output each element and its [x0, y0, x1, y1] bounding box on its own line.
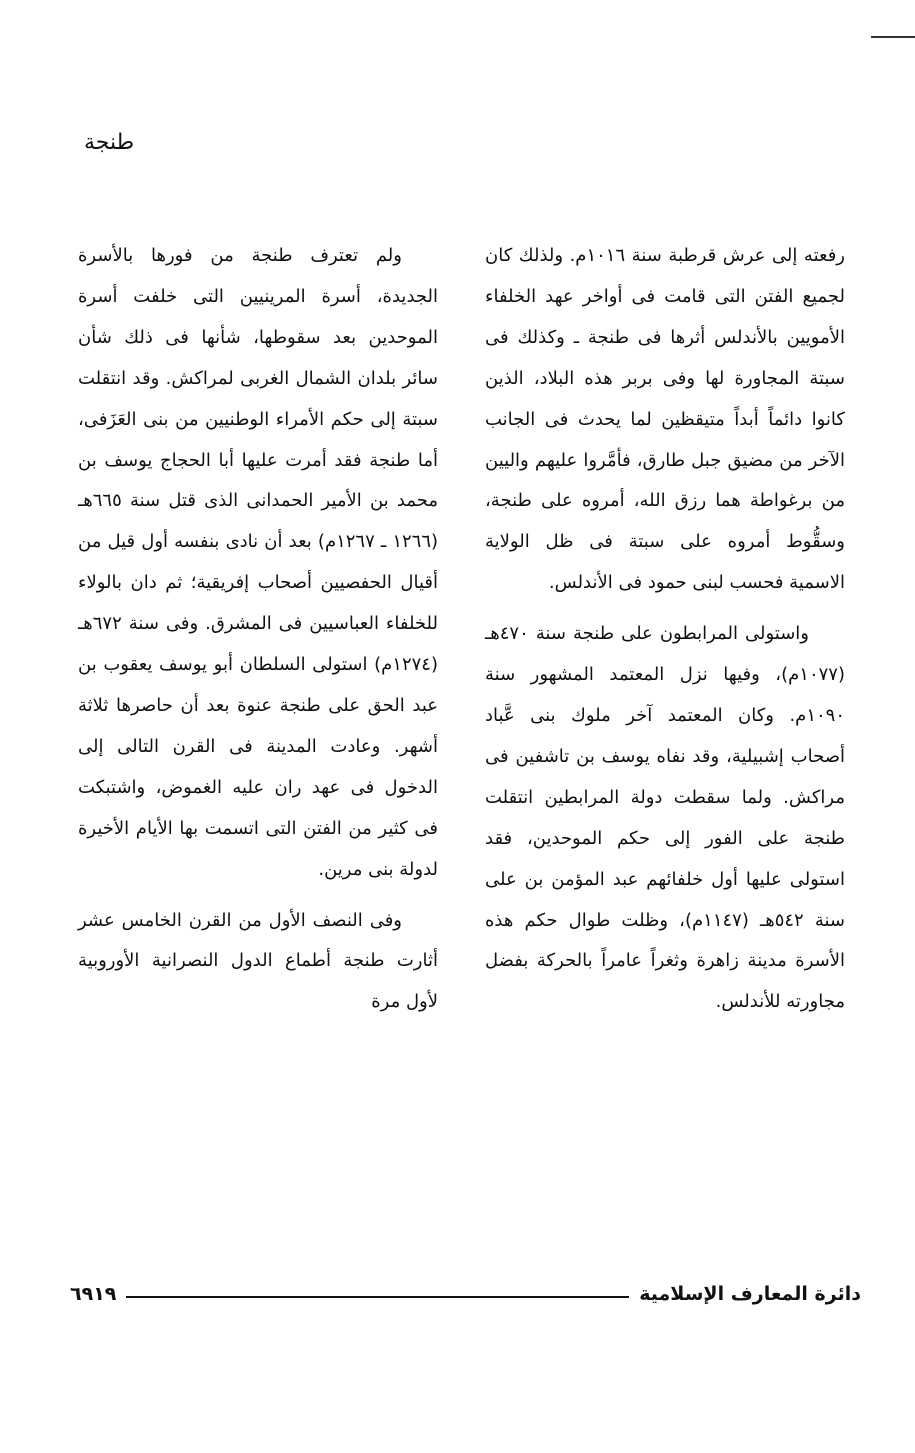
running-head-title: طنجة [84, 130, 135, 155]
footer-rule [126, 1296, 629, 1298]
paragraph-left-2: وفى النصف الأول من القرن الخامس عشر أثارت طنجة أطماع الدول النصرانية الأوروبية لأول مرة [78, 909, 438, 1013]
paragraph-right-1: رفعته إلى عرش قرطبة سنة ١٠١٦م. ولذلك كان لجميع الفتن التى قامت فى أواخر عهد الخلفاء الأمويين بالأندلس أثرها فى طنجة ـ وكذلك فى سبتة المجاورة لها وفى بربر هذه البلاد، الذين كانوا دائماً أبداً متيقظين لما يحدث فى الجانب الآخر من مضيق جبل طارق، فأمَّروا عليهم واليين من برغواطة هما رزق الله، أمروه على طنجة، وسقُّوط أمروه على سبتة فى ظل الولاية الاسمية فحسب لبنى حمود فى الأندلس. [485, 245, 845, 594]
left-column [78, 236, 438, 1033]
page-footer [70, 1279, 861, 1309]
right-column [485, 236, 845, 1033]
footer-publication-title: دائرة المعارف الإسلامية [639, 1283, 861, 1305]
paragraph-right-2: واستولى المرابطون على طنجة سنة ٤٧٠هـ (١٠٧٧م)، وفيها نزل المعتمد المشهور سنة ١٠٩٠م. وكان المعتمد آخر ملوك بنى عَّباد أصحاب إشبيلية، وقد نفاه يوسف بن تاشفين فى مراكش. ولما سقطت دولة المرابطين انتقلت طنجة على الفور إلى حكم الموحدين، فقد استولى عليها أول خلفائهم عبد المؤمن بن على سنة ٥٤٢هـ (١١٤٧م)، وظلت طوال حكم هذه الأسرة مدينة زاهرة وثغراً عامراً بالحركة بفضل مجاورته للأندلس. [485, 623, 845, 1013]
corner-rule [871, 36, 915, 38]
footer-page-number: ٦٩١٩ [70, 1283, 117, 1305]
paragraph-left-1: ولم تعترف طنجة من فورها بالأسرة الجديدة، أسرة المرينيين التى خلفت أسرة الموحدين بعد سقوطها، شأنها فى ذلك شأن سائر بلدان الشمال الغربى لمراكش. وقد انتقلت سبتة إلى حكم الأمراء الوطنيين من بنى العَزَفى، أما طنجة فقد أمرت عليها أبا الحجاج يوسف بن محمد بن الأمير الحمدانى الذى قتل سنة ٦٦٥هـ (١٢٦٦ ـ ١٢٦٧م) بعد أن نادى بنفسه أول قيل من أقيال الحفصيين أصحاب إفريقية؛ ثم دان بالولاء للخلفاء العباسيين فى المشرق. وفى سنة ٦٧٢هـ (١٢٧٤م) استولى السلطان أبو يوسف يعقوب بن عبد الحق على طنجة عنوة بعد أن حاصرها ثلاثة أشهر. وعادت المدينة فى القرن التالى إلى الدخول فى عهد ران عليه الغموض، واشتبكت فى كثير من الفتن التى اتسمت بها الأيام الأخيرة لدولة بنى مرين. [78, 245, 439, 880]
